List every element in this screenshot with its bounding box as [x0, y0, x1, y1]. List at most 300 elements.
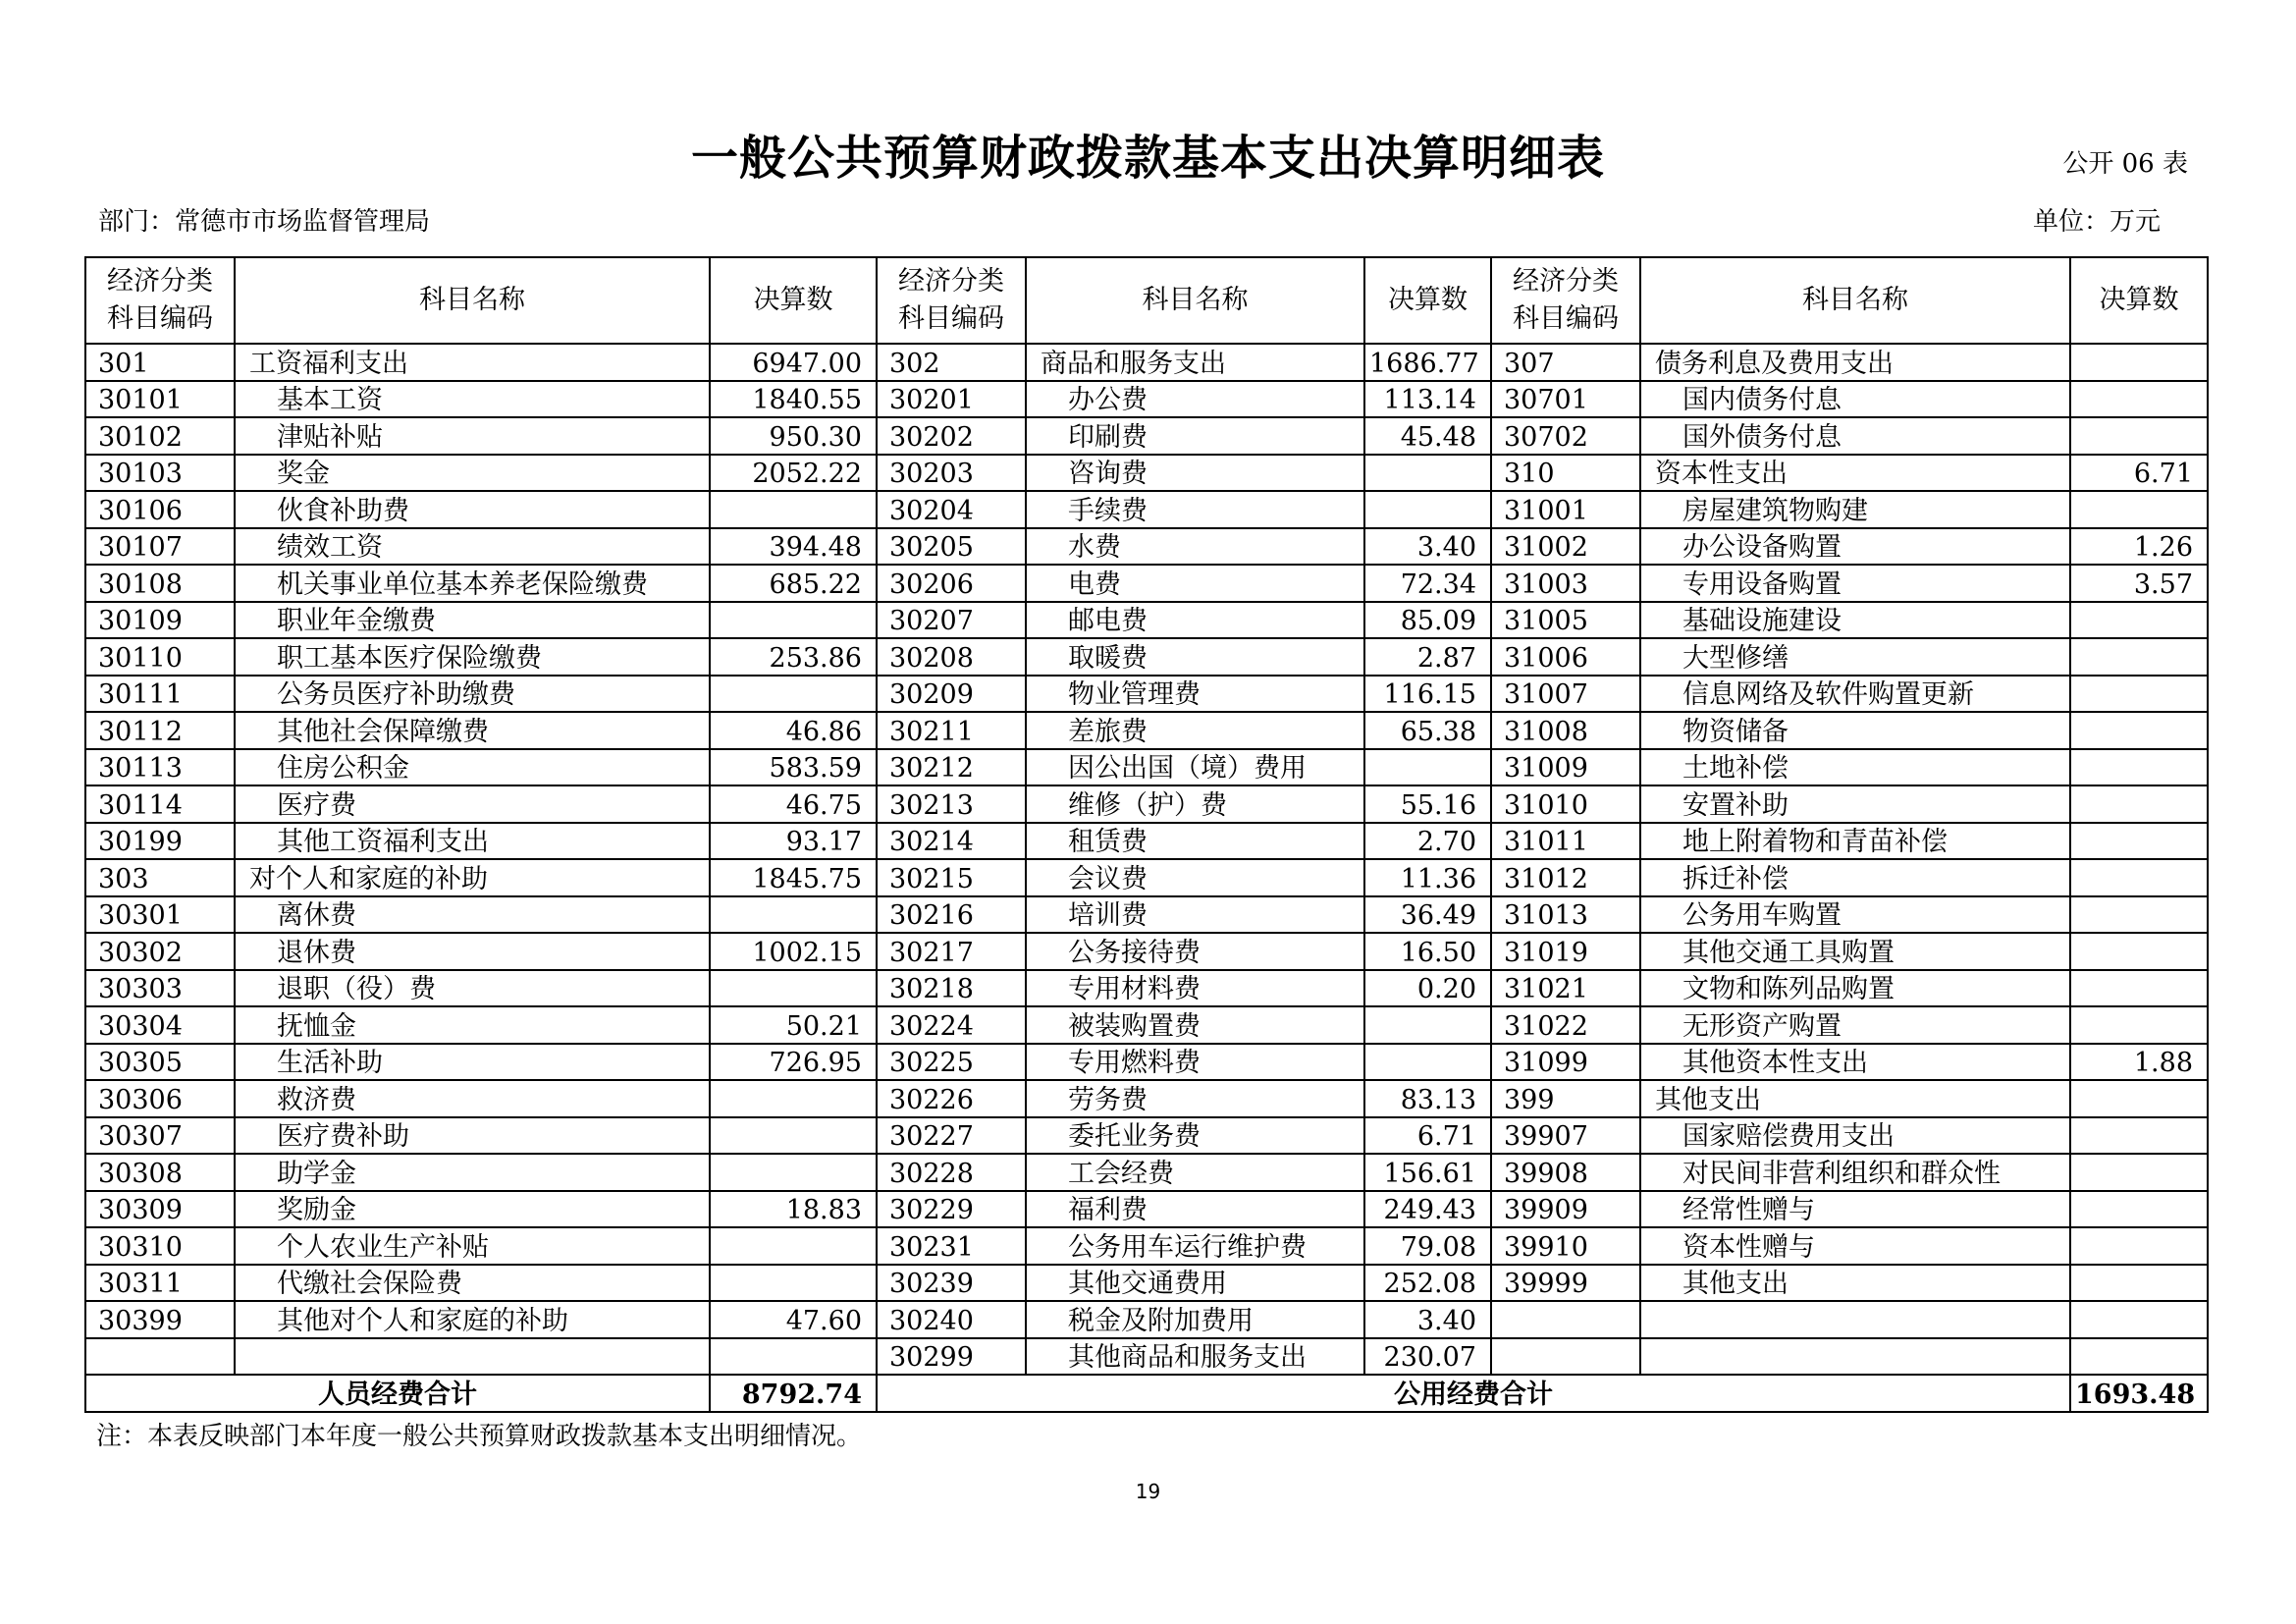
subject-amount [2070, 638, 2208, 676]
table-row [85, 896, 2208, 934]
subject-amount: 1002.15 [710, 933, 877, 970]
subject-code: 30211 [877, 712, 1026, 749]
subject-amount: 113.14 [1364, 381, 1491, 418]
subject-amount [2070, 785, 2208, 823]
table-row [85, 417, 2208, 455]
subject-code: 30226 [877, 1080, 1026, 1117]
subject-amount: 16.50 [1364, 933, 1491, 970]
subject-amount [2070, 1006, 2208, 1044]
subject-code: 30311 [85, 1265, 235, 1302]
subject-code: 31010 [1491, 785, 1640, 823]
subject-amount [2070, 1154, 2208, 1191]
page-title: 一般公共预算财政拨款基本支出决算明细表 [690, 131, 1605, 186]
subject-name: 救济费 [235, 1080, 710, 1117]
subject-code: 30206 [877, 565, 1026, 602]
subject-name: 安置补助 [1640, 785, 2070, 823]
subject-name: 代缴社会保险费 [235, 1265, 710, 1302]
subject-code: 30304 [85, 1006, 235, 1044]
subject-name: 医疗费 [235, 785, 710, 823]
subject-amount [2070, 417, 2208, 455]
subject-name [235, 1338, 710, 1376]
subject-name: 生活补助 [235, 1044, 710, 1081]
subject-code: 31022 [1491, 1006, 1640, 1044]
subject-amount: 93.17 [710, 823, 877, 860]
subject-amount: 249.43 [1364, 1191, 1491, 1228]
subject-code: 30218 [877, 970, 1026, 1007]
subject-code: 302 [877, 344, 1026, 381]
subject-code: 30240 [877, 1301, 1026, 1338]
subject-code: 30102 [85, 417, 235, 455]
table-row [85, 602, 2208, 639]
subject-code: 30111 [85, 676, 235, 713]
subject-code: 39910 [1491, 1227, 1640, 1265]
subject-name: 津贴补贴 [235, 417, 710, 455]
subject-code: 31019 [1491, 933, 1640, 970]
table-row [85, 1080, 2208, 1117]
subject-code: 31008 [1491, 712, 1640, 749]
subject-name: 资本性赠与 [1640, 1227, 2070, 1265]
table-row [85, 712, 2208, 749]
subject-name: 其他社会保障缴费 [235, 712, 710, 749]
subject-name: 专用材料费 [1026, 970, 1364, 1007]
subject-code: 30217 [877, 933, 1026, 970]
subject-name: 专用燃料费 [1026, 1044, 1364, 1081]
subject-code: 39909 [1491, 1191, 1640, 1228]
department-label: 部门：常德市市场监督管理局 [98, 207, 431, 237]
subject-code: 31002 [1491, 528, 1640, 566]
subject-amount [1364, 455, 1491, 492]
table-row [85, 1301, 2208, 1338]
table-row [85, 676, 2208, 713]
subject-amount: 1845.75 [710, 859, 877, 896]
subject-amount: 726.95 [710, 1044, 877, 1081]
expenditure-table [84, 256, 2209, 1413]
subject-name: 因公出国（境）费用 [1026, 749, 1364, 786]
subject-name: 职业年金缴费 [235, 602, 710, 639]
subject-name: 租赁费 [1026, 823, 1364, 860]
subject-code: 30231 [877, 1227, 1026, 1265]
subject-code: 30229 [877, 1191, 1026, 1228]
table-row [85, 933, 2208, 970]
subject-amount: 6.71 [2070, 455, 2208, 492]
subject-amount [710, 1117, 877, 1155]
subject-name: 对民间非营利组织和群众性 [1640, 1154, 2070, 1191]
table-row [85, 1044, 2208, 1081]
table-row [85, 344, 2208, 381]
subject-amount [2070, 823, 2208, 860]
subject-code: 30114 [85, 785, 235, 823]
table-row [85, 1227, 2208, 1265]
subject-code: 303 [85, 859, 235, 896]
subject-code: 30306 [85, 1080, 235, 1117]
subject-name: 办公设备购置 [1640, 528, 2070, 566]
subject-amount: 2.87 [1364, 638, 1491, 676]
subject-code: 30201 [877, 381, 1026, 418]
subject-code: 30204 [877, 491, 1026, 528]
subject-name: 公务接待费 [1026, 933, 1364, 970]
subject-code [1491, 1338, 1640, 1376]
subject-amount [2070, 676, 2208, 713]
subject-code: 31001 [1491, 491, 1640, 528]
subject-name: 住房公积金 [235, 749, 710, 786]
subject-code: 30302 [85, 933, 235, 970]
table-row [85, 455, 2208, 492]
subject-code: 31013 [1491, 896, 1640, 934]
subject-amount: 116.15 [1364, 676, 1491, 713]
table-row [85, 565, 2208, 602]
subject-code: 30215 [877, 859, 1026, 896]
subject-amount [2070, 344, 2208, 381]
subject-name: 会议费 [1026, 859, 1364, 896]
subject-amount [2070, 859, 2208, 896]
subject-amount: 1840.55 [710, 381, 877, 418]
table-row [85, 638, 2208, 676]
subject-amount: 83.13 [1364, 1080, 1491, 1117]
subject-name: 其他交通费用 [1026, 1265, 1364, 1302]
public-total-amount: 1693.48 [2070, 1375, 2208, 1412]
subject-code: 30239 [877, 1265, 1026, 1302]
table-row [85, 785, 2208, 823]
table-row [85, 823, 2208, 860]
subject-amount: 55.16 [1364, 785, 1491, 823]
subject-name: 办公费 [1026, 381, 1364, 418]
subject-name: 地上附着物和青苗补偿 [1640, 823, 2070, 860]
header-code-1: 经济分类 科目编码 [85, 257, 235, 344]
table-row [85, 1338, 2208, 1376]
subject-amount [2070, 970, 2208, 1007]
subject-name: 机关事业单位基本养老保险缴费 [235, 565, 710, 602]
subject-name: 公务用车购置 [1640, 896, 2070, 934]
subject-amount: 3.40 [1364, 1301, 1491, 1338]
subject-code: 30308 [85, 1154, 235, 1191]
subject-code: 30309 [85, 1191, 235, 1228]
subject-amount: 50.21 [710, 1006, 877, 1044]
subject-amount: 685.22 [710, 565, 877, 602]
table-row [85, 1154, 2208, 1191]
table-row [85, 1117, 2208, 1155]
subject-code: 31009 [1491, 749, 1640, 786]
table-number: 公开 06 表 [2062, 149, 2188, 179]
subject-name: 公务用车运行维护费 [1026, 1227, 1364, 1265]
subject-code: 30112 [85, 712, 235, 749]
subject-name: 国外债务付息 [1640, 417, 2070, 455]
subject-code: 30305 [85, 1044, 235, 1081]
subject-code [1491, 1301, 1640, 1338]
subject-amount [1364, 749, 1491, 786]
subject-code: 30214 [877, 823, 1026, 860]
subject-code: 30205 [877, 528, 1026, 566]
subject-name: 职工基本医疗保险缴费 [235, 638, 710, 676]
subject-name: 其他工资福利支出 [235, 823, 710, 860]
subject-amount: 950.30 [710, 417, 877, 455]
public-total-label: 公用经费合计 [877, 1375, 2070, 1412]
subject-code: 30227 [877, 1117, 1026, 1155]
subject-name: 公务员医疗补助缴费 [235, 676, 710, 713]
subject-code: 30224 [877, 1006, 1026, 1044]
subject-name [1640, 1301, 2070, 1338]
subject-code: 30103 [85, 455, 235, 492]
subject-name: 工资福利支出 [235, 344, 710, 381]
subject-amount: 3.40 [1364, 528, 1491, 566]
subject-name: 电费 [1026, 565, 1364, 602]
subject-name: 退休费 [235, 933, 710, 970]
header-code-3: 经济分类 科目编码 [1491, 257, 1640, 344]
subject-code: 30108 [85, 565, 235, 602]
page-number: 19 [1135, 1480, 1161, 1503]
subject-name: 离休费 [235, 896, 710, 934]
subject-amount [2070, 1227, 2208, 1265]
subject-amount: 156.61 [1364, 1154, 1491, 1191]
subject-amount: 18.83 [710, 1191, 877, 1228]
table-row [85, 528, 2208, 566]
table-row [85, 1006, 2208, 1044]
subject-amount: 2052.22 [710, 455, 877, 492]
subject-name: 奖金 [235, 455, 710, 492]
subject-amount [710, 1227, 877, 1265]
subject-code [85, 1338, 235, 1376]
unit-label: 单位：万元 [2032, 207, 2161, 237]
table-note: 注：本表反映部门本年度一般公共预算财政拨款基本支出明细情况。 [96, 1422, 863, 1451]
subject-name: 债务利息及费用支出 [1640, 344, 2070, 381]
table-row [85, 749, 2208, 786]
subject-code: 31006 [1491, 638, 1640, 676]
subject-amount [710, 491, 877, 528]
subject-code: 30213 [877, 785, 1026, 823]
table-row [85, 491, 2208, 528]
subject-name: 国家赔偿费用支出 [1640, 1117, 2070, 1155]
subject-name: 资本性支出 [1640, 455, 2070, 492]
subject-amount [2070, 896, 2208, 934]
subject-amount: 1686.77 [1364, 344, 1491, 381]
subject-code: 30113 [85, 749, 235, 786]
subject-name: 其他交通工具购置 [1640, 933, 2070, 970]
subject-amount [710, 896, 877, 934]
subject-name: 土地补偿 [1640, 749, 2070, 786]
subject-amount: 1.88 [2070, 1044, 2208, 1081]
subject-amount: 2.70 [1364, 823, 1491, 860]
subject-amount [2070, 602, 2208, 639]
subject-amount: 394.48 [710, 528, 877, 566]
subject-code: 30212 [877, 749, 1026, 786]
subject-code: 30110 [85, 638, 235, 676]
subject-code: 31021 [1491, 970, 1640, 1007]
subject-code: 30702 [1491, 417, 1640, 455]
subject-amount [1364, 491, 1491, 528]
subject-name: 其他商品和服务支出 [1026, 1338, 1364, 1376]
subject-amount [2070, 1265, 2208, 1302]
subject-name: 奖励金 [235, 1191, 710, 1228]
subject-code: 31099 [1491, 1044, 1640, 1081]
subject-amount [2070, 749, 2208, 786]
subject-name: 抚恤金 [235, 1006, 710, 1044]
subject-code: 30107 [85, 528, 235, 566]
subject-amount [710, 602, 877, 639]
subject-code: 30225 [877, 1044, 1026, 1081]
subject-code: 39907 [1491, 1117, 1640, 1155]
subject-code: 399 [1491, 1080, 1640, 1117]
table-row [85, 1191, 2208, 1228]
subject-amount: 79.08 [1364, 1227, 1491, 1265]
subject-amount [710, 676, 877, 713]
subject-code: 30202 [877, 417, 1026, 455]
subject-name: 经常性赠与 [1640, 1191, 2070, 1228]
subject-code: 31003 [1491, 565, 1640, 602]
subject-code: 30207 [877, 602, 1026, 639]
subject-code: 30399 [85, 1301, 235, 1338]
subject-name: 其他资本性支出 [1640, 1044, 2070, 1081]
subject-name: 咨询费 [1026, 455, 1364, 492]
totals-row [85, 1375, 2208, 1412]
subject-amount [2070, 1338, 2208, 1376]
personnel-total-amount: 8792.74 [710, 1375, 877, 1412]
subject-name: 福利费 [1026, 1191, 1364, 1228]
subject-amount [2070, 491, 2208, 528]
subject-name: 其他支出 [1640, 1265, 2070, 1302]
subject-code: 30216 [877, 896, 1026, 934]
subject-code: 30199 [85, 823, 235, 860]
subject-amount: 0.20 [1364, 970, 1491, 1007]
subject-name: 退职（役）费 [235, 970, 710, 1007]
subject-name: 助学金 [235, 1154, 710, 1191]
subject-code: 39908 [1491, 1154, 1640, 1191]
subject-name: 大型修缮 [1640, 638, 2070, 676]
subject-amount: 85.09 [1364, 602, 1491, 639]
header-name-1: 科目名称 [235, 257, 710, 344]
subject-name: 基本工资 [235, 381, 710, 418]
subject-code: 307 [1491, 344, 1640, 381]
subject-amount: 252.08 [1364, 1265, 1491, 1302]
subject-amount: 47.60 [710, 1301, 877, 1338]
subject-name: 房屋建筑物购建 [1640, 491, 2070, 528]
subject-name: 工会经费 [1026, 1154, 1364, 1191]
subject-amount: 65.38 [1364, 712, 1491, 749]
subject-code: 30307 [85, 1117, 235, 1155]
subject-name: 物资储备 [1640, 712, 2070, 749]
subject-name: 取暖费 [1026, 638, 1364, 676]
subject-amount: 3.57 [2070, 565, 2208, 602]
subject-name: 手续费 [1026, 491, 1364, 528]
subject-name: 劳务费 [1026, 1080, 1364, 1117]
subject-amount [710, 1080, 877, 1117]
subject-amount [2070, 712, 2208, 749]
subject-name: 其他对个人和家庭的补助 [235, 1301, 710, 1338]
table-header-row [85, 257, 2208, 344]
subject-amount [1364, 1044, 1491, 1081]
subject-amount: 72.34 [1364, 565, 1491, 602]
subject-code: 301 [85, 344, 235, 381]
subject-amount [2070, 1080, 2208, 1117]
subject-name: 物业管理费 [1026, 676, 1364, 713]
header-name-2: 科目名称 [1026, 257, 1364, 344]
header-code-2: 经济分类 科目编码 [877, 257, 1026, 344]
table-row [85, 859, 2208, 896]
header-amount-2: 决算数 [1364, 257, 1491, 344]
subject-code: 30228 [877, 1154, 1026, 1191]
subject-code: 30701 [1491, 381, 1640, 418]
subject-name: 个人农业生产补贴 [235, 1227, 710, 1265]
subject-name: 文物和陈列品购置 [1640, 970, 2070, 1007]
subject-name: 维修（护）费 [1026, 785, 1364, 823]
subject-amount [2070, 1117, 2208, 1155]
subject-amount: 1.26 [2070, 528, 2208, 566]
subject-amount: 45.48 [1364, 417, 1491, 455]
subject-name: 伙食补助费 [235, 491, 710, 528]
subject-name: 信息网络及软件购置更新 [1640, 676, 2070, 713]
subject-code: 30109 [85, 602, 235, 639]
subject-amount: 230.07 [1364, 1338, 1491, 1376]
table-row [85, 1265, 2208, 1302]
subject-name: 邮电费 [1026, 602, 1364, 639]
subject-code: 39999 [1491, 1265, 1640, 1302]
subject-amount: 6947.00 [710, 344, 877, 381]
subject-name: 对个人和家庭的补助 [235, 859, 710, 896]
subject-amount [710, 1338, 877, 1376]
subject-code: 30310 [85, 1227, 235, 1265]
subject-name: 其他支出 [1640, 1080, 2070, 1117]
subject-amount [2070, 1301, 2208, 1338]
subject-amount: 36.49 [1364, 896, 1491, 934]
subject-name: 商品和服务支出 [1026, 344, 1364, 381]
subject-name: 印刷费 [1026, 417, 1364, 455]
subject-code: 31011 [1491, 823, 1640, 860]
subject-code: 30106 [85, 491, 235, 528]
table-row [85, 970, 2208, 1007]
subject-name: 国内债务付息 [1640, 381, 2070, 418]
subject-name: 被装购置费 [1026, 1006, 1364, 1044]
subject-name: 医疗费补助 [235, 1117, 710, 1155]
subject-name: 拆迁补偿 [1640, 859, 2070, 896]
subject-code: 30208 [877, 638, 1026, 676]
subject-code: 30203 [877, 455, 1026, 492]
subject-amount [2070, 1191, 2208, 1228]
subject-code: 310 [1491, 455, 1640, 492]
subject-code: 31005 [1491, 602, 1640, 639]
personnel-total-label: 人员经费合计 [85, 1375, 710, 1412]
subject-amount: 583.59 [710, 749, 877, 786]
subject-name: 基础设施建设 [1640, 602, 2070, 639]
header-amount-3: 决算数 [2070, 257, 2208, 344]
subject-code: 30101 [85, 381, 235, 418]
subject-amount [710, 1265, 877, 1302]
subject-amount [1364, 1006, 1491, 1044]
subject-amount: 46.86 [710, 712, 877, 749]
subject-amount: 46.75 [710, 785, 877, 823]
subject-name: 无形资产购置 [1640, 1006, 2070, 1044]
subject-amount: 11.36 [1364, 859, 1491, 896]
subject-name: 绩效工资 [235, 528, 710, 566]
subject-name: 培训费 [1026, 896, 1364, 934]
subject-amount: 6.71 [1364, 1117, 1491, 1155]
header-name-3: 科目名称 [1640, 257, 2070, 344]
subject-name: 税金及附加费用 [1026, 1301, 1364, 1338]
subject-code: 30303 [85, 970, 235, 1007]
subject-amount [2070, 381, 2208, 418]
subject-code: 30209 [877, 676, 1026, 713]
subject-name: 委托业务费 [1026, 1117, 1364, 1155]
subject-amount [710, 970, 877, 1007]
table-row [85, 381, 2208, 418]
subject-name: 专用设备购置 [1640, 565, 2070, 602]
subject-amount: 253.86 [710, 638, 877, 676]
subject-code: 31007 [1491, 676, 1640, 713]
subject-amount [2070, 933, 2208, 970]
header-amount-1: 决算数 [710, 257, 877, 344]
subject-amount [710, 1154, 877, 1191]
subject-name: 水费 [1026, 528, 1364, 566]
subject-name: 差旅费 [1026, 712, 1364, 749]
subject-name [1640, 1338, 2070, 1376]
subject-code: 30299 [877, 1338, 1026, 1376]
